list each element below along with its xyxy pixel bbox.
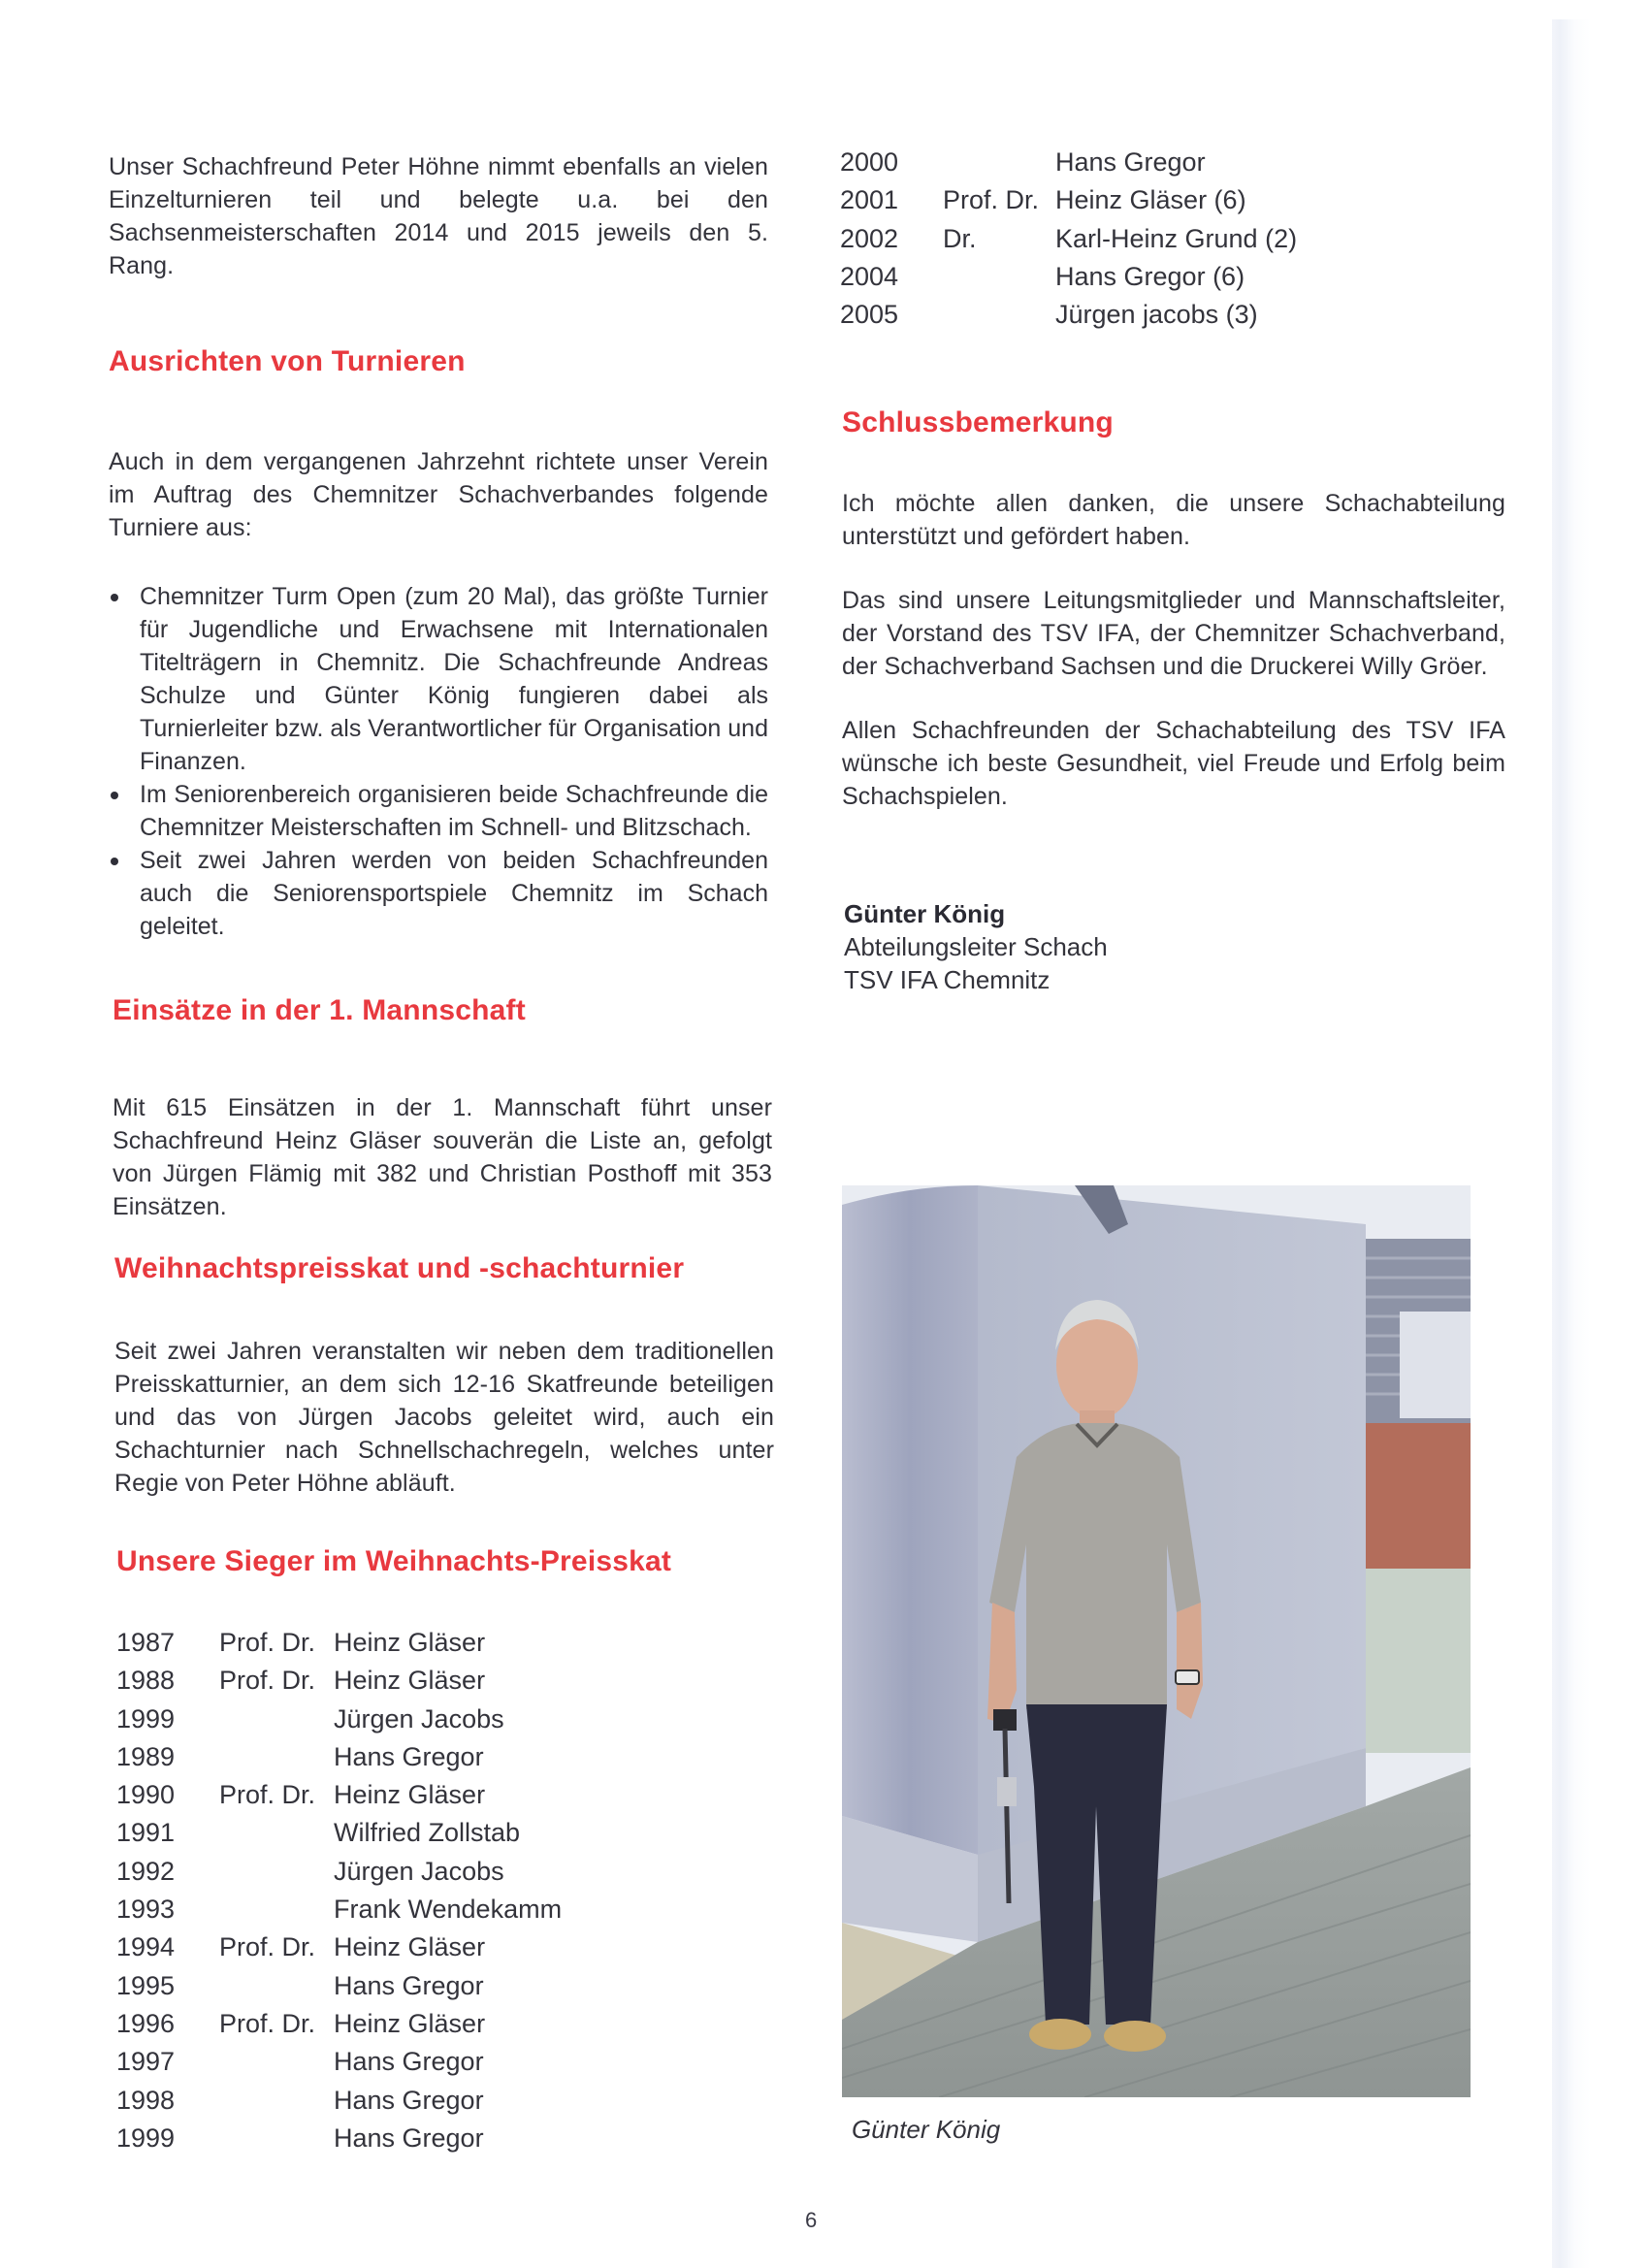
table-row: 1997 Hans Gregor	[116, 2047, 484, 2077]
table-row: 1999 Hans Gregor	[116, 2122, 484, 2153]
bullet-icon	[111, 858, 118, 865]
heading-einsaetze: Einsätze in der 1. Mannschaft	[113, 994, 526, 1026]
table-row: 1996 Prof. Dr. Heinz Gläser	[116, 2008, 486, 2038]
signature-block	[844, 897, 1504, 996]
table-row: 2002 Dr. Karl-Heinz Grund (2)	[840, 223, 1298, 253]
heading-schlussbemerkung: Schlussbemerkung	[842, 406, 1114, 438]
section-schluss	[842, 405, 1505, 813]
table-row: 1999 Jürgen Jacobs	[116, 1703, 504, 1733]
turniere-bullet-list	[109, 580, 768, 943]
signature-org: TSV IFA Chemnitz	[844, 965, 1051, 994]
portrait-photo	[842, 1185, 1471, 2097]
bullet-item: Chemnitzer Turm Open (zum 20 Mal), das größte Turnier für Jugendliche und Erwachsene mit Internationalen Titelträgern in Chemnitz. Die Schachfreunde Andreas Schulze und Günter König fungieren dabei als Turnierleiter bzw. als Verantwortlicher für Organisation und Finanzen.	[109, 580, 768, 778]
section-einsaetze	[113, 993, 772, 1223]
table-row: 2001 Prof. Dr. Heinz Gläser (6)	[840, 185, 1246, 215]
einsaetze-paragraph: Mit 615 Einsätzen in der 1. Mannschaft führt unser Schachfreund Heinz Gläser souverän die Liste an, gefolgt von Jürgen Flämig mit 382 und Christian Posthoff mit 353 Einsätzen.	[113, 1094, 772, 1220]
signature-role: Abteilungsleiter Schach	[844, 932, 1108, 961]
heading-weihnachtspreisskat: Weihnachtspreisskat und -schachturnier	[114, 1252, 685, 1284]
schluss-paragraph-1: Ich möchte allen danken, die unsere Schachabteilung unterstützt und gefördert haben.	[842, 490, 1505, 550]
page-number: 6	[805, 2208, 818, 2232]
turniere-intro-paragraph: Auch in dem vergangenen Jahrzehnt richtete unser Verein im Auftrag des Chemnitzer Schachverbandes folgende Turniere aus:	[109, 448, 768, 541]
heading-ausrichten-turniere: Ausrichten von Turnieren	[109, 345, 466, 377]
weihnacht-paragraph: Seit zwei Jahren veranstalten wir neben dem traditionellen Preisskatturnier, an dem sich 12-16 Skatfreunde beteiligen und das von Jürgen Jacobs geleitet wird, auch ein Schachturnier nach Schnellschachregeln, welches unter Regie von Peter Höhne abläuft.	[114, 1338, 774, 1497]
section-turniere	[109, 344, 768, 943]
bullet-item: Seit zwei Jahren werden von beiden Schachfreunden auch die Seniorensportspiele Chemnitz im Schach geleitet.	[109, 844, 768, 943]
photo-caption: Günter König	[852, 2115, 1001, 2144]
photo-illustration	[842, 1185, 1471, 2097]
table-row: 1987 Prof. Dr. Heinz Gläser	[116, 1628, 486, 1657]
intro-paragraph: Unser Schachfreund Peter Höhne nimmt ebenfalls an vielen Einzelturnieren teil und belegte u.a. bei den Sachsenmeisterschaften 2014 und 2015 jeweils den 5. Rang.	[109, 153, 768, 279]
table-row: 2005 Jürgen jacobs (3)	[840, 300, 1258, 330]
table-row: 1992 Jürgen Jacobs	[116, 1856, 504, 1886]
table-row: 1993 Frank Wendekamm	[116, 1895, 563, 1925]
table-row: 1991 Wilfried Zollstab	[116, 1818, 521, 1848]
bullet-item: Im Seniorenbereich organisieren beide Schachfreunde die Chemnitzer Meisterschaften im Schnell- und Blitzschach.	[109, 778, 768, 844]
table-row: 1989 Hans Gregor	[116, 1741, 484, 1771]
book-spine-shadow	[1552, 19, 1591, 2268]
table-row: 1998 Hans Gregor	[116, 2085, 484, 2115]
schluss-paragraph-3: Allen Schachfreunden der Schachabteilung des TSV IFA wünsche ich beste Gesundheit, viel Freude und Erfolg beim Schachspielen.	[842, 717, 1505, 810]
winners-table	[116, 1624, 776, 2157]
bullet-icon	[111, 594, 118, 601]
intro-paragraph-block	[109, 150, 768, 282]
winners-table-continued	[840, 144, 1500, 334]
bullet-icon	[111, 792, 118, 799]
signature-name: Günter König	[844, 899, 1006, 928]
section-weihnacht	[114, 1251, 774, 1500]
table-row: 1995 Hans Gregor	[116, 1970, 484, 2000]
schluss-paragraph-2: Das sind unsere Leitungsmitglieder und Mannschaftsleiter, der Vorstand des TSV IFA, der Chemnitzer Schachverband, der Schachverband Sachsen und die Druckerei Willy Gröer.	[842, 587, 1505, 680]
table-row: 1988 Prof. Dr. Heinz Gläser	[116, 1666, 486, 1696]
heading-sieger-preisskat: Unsere Sieger im Weihnachts-Preisskat	[116, 1545, 672, 1577]
table-row: 2000 Hans Gregor	[840, 147, 1206, 177]
table-row: 2004 Hans Gregor (6)	[840, 261, 1245, 291]
table-row: 1994 Prof. Dr. Heinz Gläser	[116, 1932, 486, 1962]
winners-table-right	[840, 144, 1500, 334]
section-sieger	[116, 1544, 776, 2157]
table-row: 1990 Prof. Dr. Heinz Gläser	[116, 1780, 486, 1810]
